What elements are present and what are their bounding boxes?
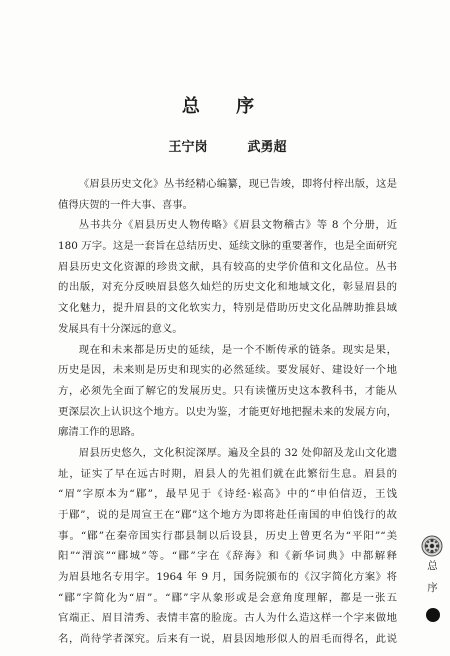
text-line: 180 万字。这是一套旨在总结历史、延续文脉的重要著作，也是全面研究 bbox=[58, 240, 397, 253]
text-line: 丛书共分《眉县历史人物传略》《眉县文物稽古》等 8 个分册，近 bbox=[78, 219, 397, 232]
text-line: 值得庆贺的一件大事、喜事。 bbox=[58, 198, 194, 211]
paragraph-3 bbox=[58, 340, 397, 443]
side-tab-label: 序 bbox=[427, 582, 438, 594]
paragraph-2 bbox=[58, 215, 397, 339]
ornament-emblem-icon bbox=[421, 535, 443, 557]
text-line: 名，尚待学者深究。后来有一说，眉县因地形似人的眉毛而得名，此说 bbox=[58, 633, 397, 646]
text-line: 历史是因，未来则是历史和现实的必然延续。要发展好、建设好一个地 bbox=[58, 364, 397, 377]
paragraph-4 bbox=[58, 443, 397, 650]
text-line: 廓清工作的思路。 bbox=[58, 426, 142, 439]
text-line: “郿”字简化为“眉”。“郿”字从象形或是会意角度理解，都是一张五 bbox=[58, 591, 397, 604]
body-text bbox=[58, 174, 397, 650]
text-line: 址，证实了早在远古时期，眉县人的先祖们就在此繁衍生息。眉县的 bbox=[58, 467, 397, 480]
text-line: “眉”字原本为“郿”，最早见于《诗经·崧高》中的“申伯信迈，王饯 bbox=[58, 488, 397, 501]
text-line: 文化魅力，提升眉县的文化软实力，特别是借助历史文化品牌助推县域 bbox=[58, 302, 397, 315]
text-line: 更深层次上认识这个地方。以史为鉴，才能更好地把握未来的发展方向， bbox=[58, 405, 397, 418]
text-line: 为眉县地名专用字。1964 年 9 月，国务院颁布的《汉字简化方案》将 bbox=[58, 571, 397, 584]
text-line: 的出版，对充分反映眉县悠久灿烂的历史文化和地域文化，彰显眉县的 bbox=[58, 281, 397, 294]
author-line bbox=[58, 139, 397, 157]
text-line: 现在和未来都是历史的延续，是一个不断传承的链条。现实是果， bbox=[78, 343, 397, 356]
text-line: 于郿”，说的是周宣王在“郿”这个地方为即将赴任南国的申伯饯行的故 bbox=[58, 509, 397, 521]
text-line: 《眉县历史文化》丛书经精心编纂，现已告竣，即将付梓出版，这是 bbox=[78, 178, 397, 190]
side-tab-label: 总 bbox=[427, 560, 438, 572]
text-line: 事。“郿”在秦帝国实行郡县制以后设县，历史上曾更名为“平阳”“美 bbox=[58, 529, 397, 542]
text-line: 眉县历史文化资源的珍贵文献，具有较高的史学价值和文化品位。丛书 bbox=[58, 260, 397, 273]
text-line: 阳”“渭滨”“郿城”等。“郿”字在《辞海》和《新华词典》中都解释 bbox=[58, 550, 397, 563]
page-title: 总 序 bbox=[181, 96, 255, 117]
author-name: 王宁岗 bbox=[168, 140, 208, 155]
author-name: 武勇超 bbox=[247, 140, 287, 155]
text-line: 眉县历史悠久，文化积淀深厚。遍及全县的 32 处仰韶及龙山文化遗 bbox=[78, 446, 397, 459]
text-line: 发展具有十分深远的意义。 bbox=[58, 322, 183, 335]
paragraph-1 bbox=[58, 174, 397, 215]
black-dot-icon bbox=[426, 608, 440, 622]
text-line: 方，必须先全面了解它的发展历史。只有读懂历史这本教科书，才能从 bbox=[58, 384, 397, 397]
text-line: 官端正、眉目清秀、表情丰富的脸庞。古人为什么造这样一个字来做地 bbox=[58, 612, 397, 625]
